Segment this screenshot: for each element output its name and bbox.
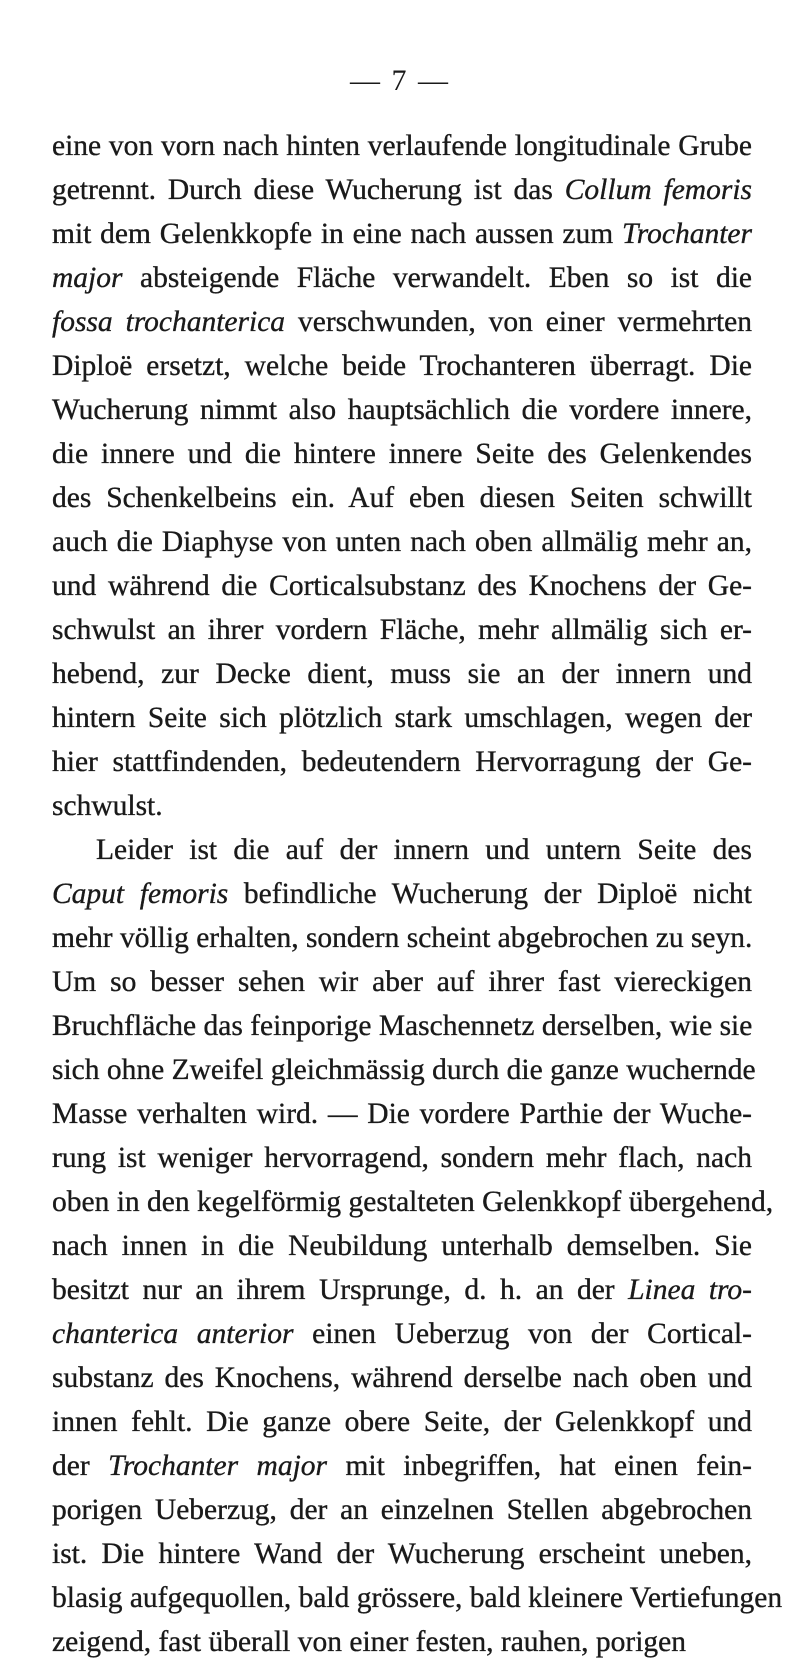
- text-run: einen Ueberzug von der Cortical-: [293, 1318, 752, 1350]
- text-line: [52, 916, 752, 960]
- text-run: oben in den kegelförmig gestalteten Gelenkkopf übergehend,: [52, 1186, 774, 1218]
- text-run: verschwunden, von einer vermehrten: [285, 306, 752, 338]
- text-run: befindliche Wucherung der Diploë nicht: [228, 878, 752, 910]
- text-run: die innere und die hintere innere Seite des Gelenkendes: [52, 438, 752, 470]
- text-run: getrennt. Durch diese Wucherung ist das: [52, 174, 565, 206]
- text-line: [52, 256, 752, 300]
- text-run: Bruchfläche das feinporige Maschennetz derselben, wie sie: [52, 1010, 753, 1042]
- text-line: [52, 960, 752, 1004]
- italic-term: Trochanter major: [108, 1450, 328, 1482]
- text-run: innen fehlt. Die ganze obere Seite, der Gelenkkopf und: [52, 1406, 752, 1438]
- text-line: [52, 1268, 752, 1312]
- text-line: [52, 432, 752, 476]
- text-run: hier stattfindenden, bedeutendern Hervorragung der Ge-: [52, 746, 752, 778]
- text-line: [52, 564, 752, 608]
- text-run: absteigende Fläche verwandelt. Eben so ist die: [122, 262, 752, 294]
- italic-term: Linea tro-: [628, 1274, 752, 1306]
- text-line: [52, 1488, 752, 1532]
- text-line: [52, 300, 752, 344]
- text-run: Masse verhalten wird. — Die vordere Parthie der Wuche-: [52, 1098, 752, 1130]
- text-line: [52, 168, 752, 212]
- text-run: eine von vorn nach hinten verlaufende longitudinale Grube: [52, 130, 752, 162]
- text-line: [52, 476, 752, 520]
- text-run: blasig aufgequollen, bald grössere, bald kleinere Vertiefungen: [52, 1582, 783, 1614]
- text-run: und während die Corticalsubstanz des Knochens der Ge-: [52, 570, 752, 602]
- text-line: [52, 212, 752, 256]
- text-line: [52, 1620, 752, 1664]
- text-line: [52, 872, 752, 916]
- text-run: Wucherung nimmt also hauptsächlich die vordere innere,: [52, 394, 752, 426]
- text-line: [52, 1444, 752, 1488]
- text-line: [52, 344, 752, 388]
- italic-term: chanterica anterior: [52, 1318, 294, 1350]
- italic-term: major: [52, 262, 123, 294]
- text-line: [52, 1004, 752, 1048]
- text-run: schwulst.: [52, 790, 163, 822]
- text-line: [52, 388, 752, 432]
- text-line: [52, 124, 752, 168]
- text-line: [52, 1356, 752, 1400]
- text-line: [52, 784, 752, 828]
- text-line: [52, 1180, 774, 1224]
- italic-term: Trochanter: [621, 218, 752, 250]
- text-run: zeigend, fast überall von einer festen, rauhen, porigen: [52, 1626, 686, 1658]
- text-run: sich ohne Zweifel gleichmässig durch die ganze wuchernde: [52, 1054, 756, 1086]
- italic-term: Collum femoris: [564, 174, 753, 206]
- text-run: des Schenkelbeins ein. Auf eben diesen Seiten schwillt: [52, 482, 752, 514]
- text-line: [52, 696, 752, 740]
- text-line: [52, 1092, 752, 1136]
- text-run: besitzt nur an ihrem Ursprunge, d. h. an der: [52, 1274, 629, 1306]
- text-run: hebend, zur Decke dient, muss sie an der innern und: [52, 658, 752, 690]
- text-run: mit inbegriffen, hat einen fein-: [327, 1450, 752, 1482]
- text-run: substanz des Knochens, während derselbe nach oben und: [52, 1362, 752, 1394]
- italic-term: Caput femoris: [52, 878, 229, 910]
- text-line: [52, 828, 752, 872]
- text-line: [52, 1400, 752, 1444]
- page-number: — 7 —: [350, 64, 450, 97]
- text-run: nach innen in die Neubildung unterhalb demselben. Sie: [52, 1230, 752, 1262]
- text-run: Leider ist die auf der innern und untern Seite des: [96, 834, 752, 866]
- text-line: [52, 740, 752, 784]
- text-run: der: [52, 1450, 109, 1482]
- text-run: hintern Seite sich plötzlich stark umschlagen, wegen der: [52, 702, 752, 734]
- body-text: [52, 124, 783, 1664]
- text-run: Um so besser sehen wir aber auf ihrer fast viereckigen: [52, 966, 752, 998]
- text-line: [52, 1532, 752, 1576]
- text-run: mehr völlig erhalten, sondern scheint abgebrochen zu seyn.: [52, 922, 753, 954]
- text-run: mit dem Gelenkkopfe in eine nach aussen zum: [52, 218, 622, 250]
- text-line: [52, 1224, 752, 1268]
- text-line: [52, 520, 752, 564]
- text-line: [52, 1576, 783, 1620]
- text-run: Diploë ersetzt, welche beide Trochanteren überragt. Die: [52, 350, 752, 382]
- text-line: [52, 1136, 752, 1180]
- text-run: auch die Diaphyse von unten nach oben allmälig mehr an,: [52, 526, 752, 558]
- text-line: [52, 1312, 752, 1356]
- text-run: rung ist weniger hervorragend, sondern mehr flach, nach: [52, 1142, 752, 1174]
- text-run: schwulst an ihrer vordern Fläche, mehr allmälig sich er-: [52, 614, 752, 646]
- text-run: porigen Ueberzug, der an einzelnen Stellen abgebrochen: [52, 1494, 752, 1526]
- italic-term: fossa trochanterica: [52, 306, 286, 338]
- text-line: [52, 608, 752, 652]
- text-line: [52, 652, 752, 696]
- text-line: [52, 1048, 756, 1092]
- text-run: ist. Die hintere Wand der Wucherung erscheint uneben,: [52, 1538, 752, 1570]
